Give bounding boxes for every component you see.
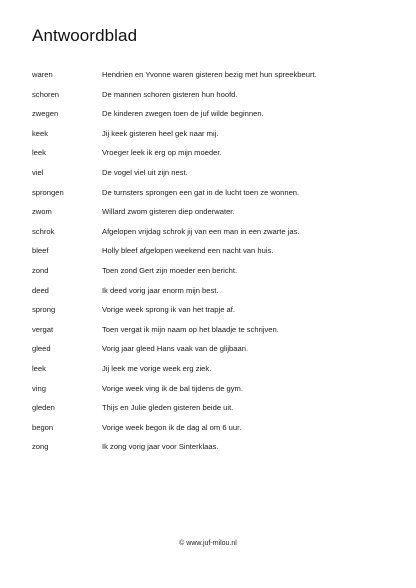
- answer-word: keek: [32, 128, 49, 138]
- answer-row: [32, 423, 392, 443]
- answer-word: deed: [32, 285, 49, 295]
- answer-word: leek: [32, 363, 46, 373]
- answer-row: [32, 168, 392, 188]
- answer-word: bleef: [32, 246, 49, 256]
- answer-word: sprongen: [32, 187, 64, 197]
- answer-row: [32, 305, 392, 325]
- answer-row: [32, 207, 392, 227]
- answer-word: viel: [32, 167, 44, 177]
- answer-sentence: De vogel viel uit zijn nest.: [102, 167, 188, 177]
- answer-word: zwegen: [32, 109, 59, 119]
- answer-row: [32, 109, 392, 129]
- answer-word: gleed: [32, 344, 51, 354]
- answer-row: [32, 325, 392, 345]
- answer-row: [32, 129, 392, 149]
- footer-copyright: © www.juf-milou.nl: [179, 540, 237, 547]
- answer-word: zond: [32, 265, 49, 275]
- answer-sentence: Ik deed vorig jaar enorm mijn best.: [102, 285, 219, 295]
- answer-word: schrok: [32, 226, 55, 236]
- answer-word: vergat: [32, 324, 54, 334]
- answer-sentence: Thijs en Julie gleden gisteren beide uit.: [102, 403, 234, 413]
- answer-sentence: Toen vergat ik mijn naam op het blaadje te schrijven.: [102, 324, 279, 334]
- answer-sentence: Vorig jaar gleed Hans vaak van de glijbaan.: [102, 344, 249, 354]
- answer-sentence: Toen zond Gert zijn moeder een bericht.: [102, 265, 238, 275]
- answer-row: [32, 344, 392, 364]
- answer-sentence: De kinderen zwegen toen de juf wilde beginnen.: [102, 109, 264, 119]
- answer-word: waren: [32, 70, 53, 79]
- answer-row: [32, 442, 392, 462]
- answer-sentence: Jij leek me vorige week erg ziek.: [102, 363, 212, 373]
- answer-word: sprong: [32, 305, 56, 315]
- answer-sentence: Hendrien en Yvonne waren gisteren bezig met hun spreekbeurt.: [102, 70, 317, 79]
- answer-word: ving: [32, 383, 46, 393]
- answer-sentence: Vorige week ving ik de bal tijdens de gym.: [102, 383, 243, 393]
- answer-sentence: Ik zong vorig jaar voor Sinterklaas.: [102, 442, 219, 452]
- answer-list: [32, 70, 392, 462]
- answer-word: schoren: [32, 89, 60, 99]
- answer-row: [32, 188, 392, 208]
- answer-row: [32, 90, 392, 110]
- answer-row: [32, 364, 392, 384]
- answer-sentence: Holly bleef afgelopen weekend een nacht van huis.: [102, 246, 274, 256]
- page-title: Antwoordblad: [32, 26, 138, 45]
- answer-sentence: De turnsters sprongen een gat in de lucht toen ze wonnen.: [102, 187, 300, 197]
- answer-sentence: Vorige week begon ik de dag al om 6 uur.: [102, 422, 242, 432]
- answer-word: zwom: [32, 207, 52, 217]
- answer-row: [32, 403, 392, 423]
- answer-sentence: Willard zwom gisteren diep onderwater.: [102, 207, 235, 217]
- answer-word: leek: [32, 148, 46, 158]
- answer-row: [32, 70, 392, 90]
- answer-sentence: Vorige week sprong ik van het trapje af.: [102, 305, 235, 315]
- answer-sentence: De mannen schoren gisteren hun hoofd.: [102, 89, 238, 99]
- answer-row: [32, 246, 392, 266]
- answer-row: [32, 384, 392, 404]
- answer-row: [32, 266, 392, 286]
- answer-row: [32, 286, 392, 306]
- answer-sentence: Jij keek gisteren heel gek naar mij.: [102, 128, 219, 138]
- answer-word: zong: [32, 442, 49, 452]
- answer-row: [32, 148, 392, 168]
- answer-sentence: Vroeger leek ik erg op mijn moeder.: [102, 148, 222, 158]
- answer-row: [32, 227, 392, 247]
- answer-word: begon: [32, 422, 54, 432]
- answer-word: gleden: [32, 403, 55, 413]
- answer-sentence: Afgelopen vrijdag schrok jij van een man in een zwarte jas.: [102, 226, 300, 236]
